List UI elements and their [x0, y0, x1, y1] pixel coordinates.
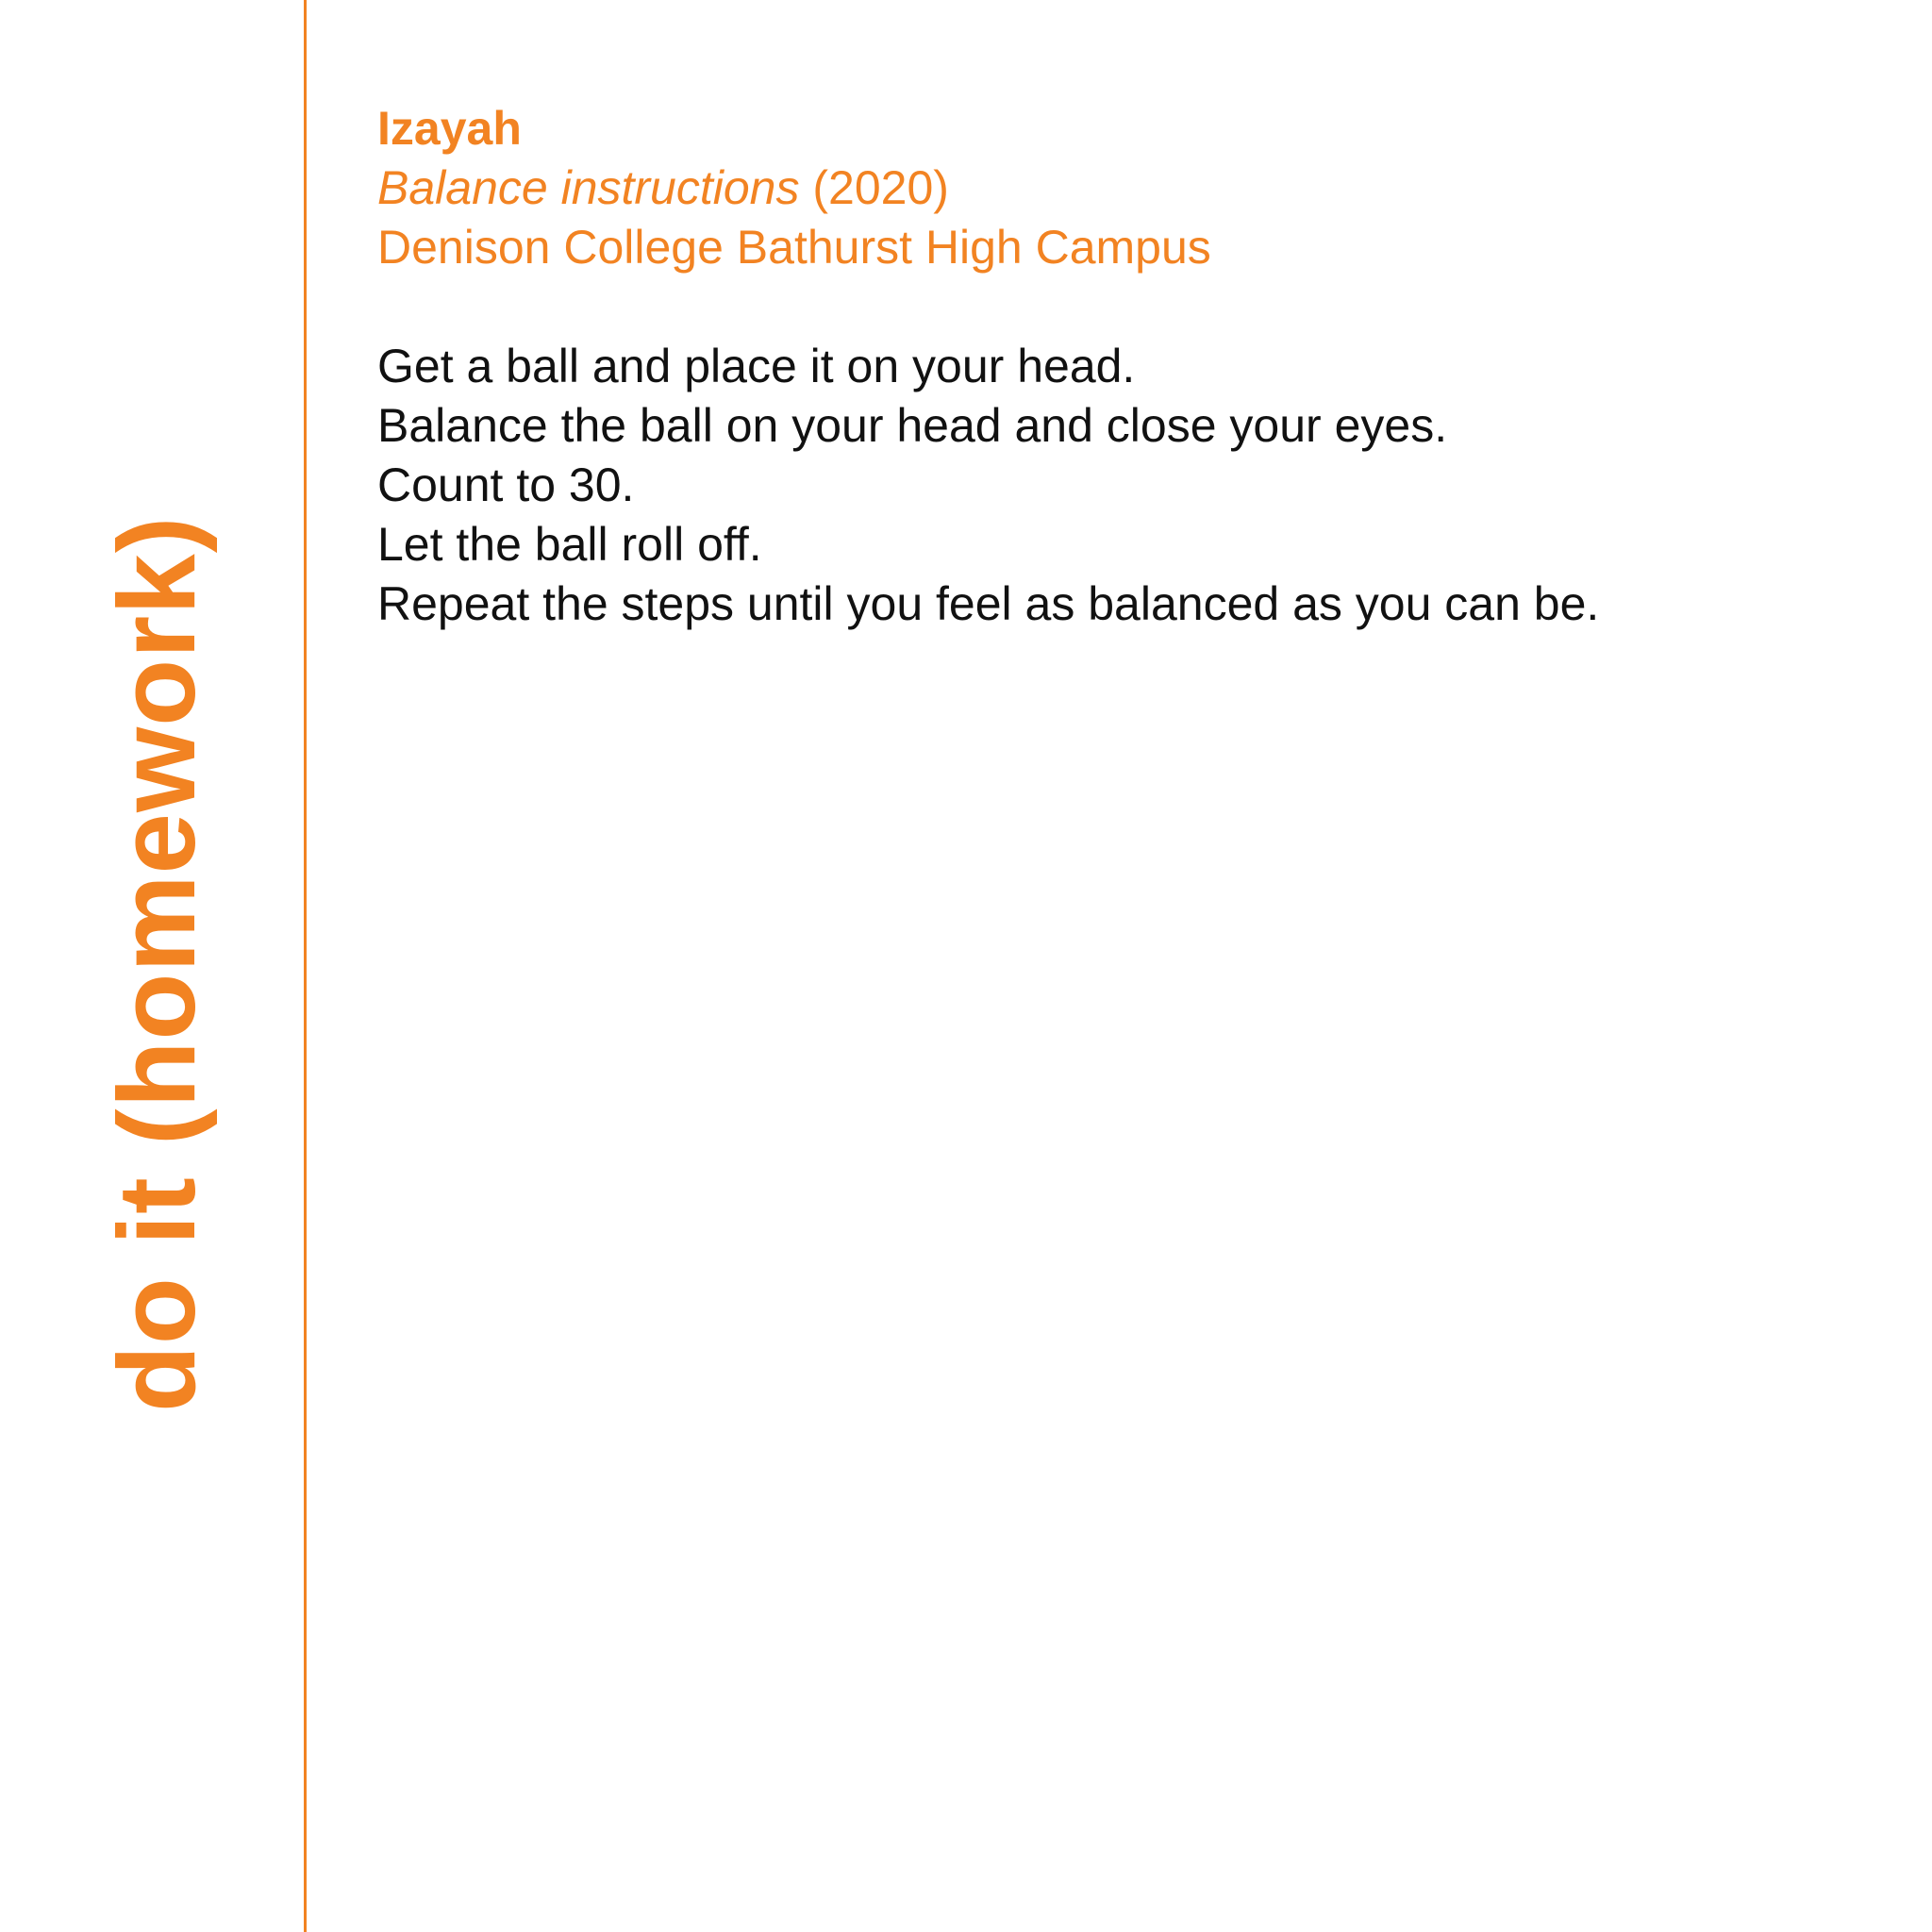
instructions-body: [377, 337, 1849, 634]
school-name: Denison College Bathurst High Campus: [377, 221, 1211, 274]
artist-name: Izayah: [377, 102, 522, 155]
instruction-line: Balance the ball on your head and close your eyes.: [377, 399, 1448, 452]
side-title: do it (homework): [95, 515, 218, 1412]
work-title: Balance instructions: [377, 161, 800, 214]
instruction-line: Let the ball roll off.: [377, 518, 762, 571]
instruction-line: Count to 30.: [377, 458, 635, 511]
instruction-line: Get a ball and place it on your head.: [377, 340, 1136, 392]
instruction-line: Repeat the steps until you feel as balanced as you can be.: [377, 577, 1600, 630]
work-title-line: [377, 158, 1849, 218]
vertical-divider: [304, 0, 307, 1932]
work-year: (2020): [812, 161, 949, 214]
content-area: [377, 99, 1849, 634]
